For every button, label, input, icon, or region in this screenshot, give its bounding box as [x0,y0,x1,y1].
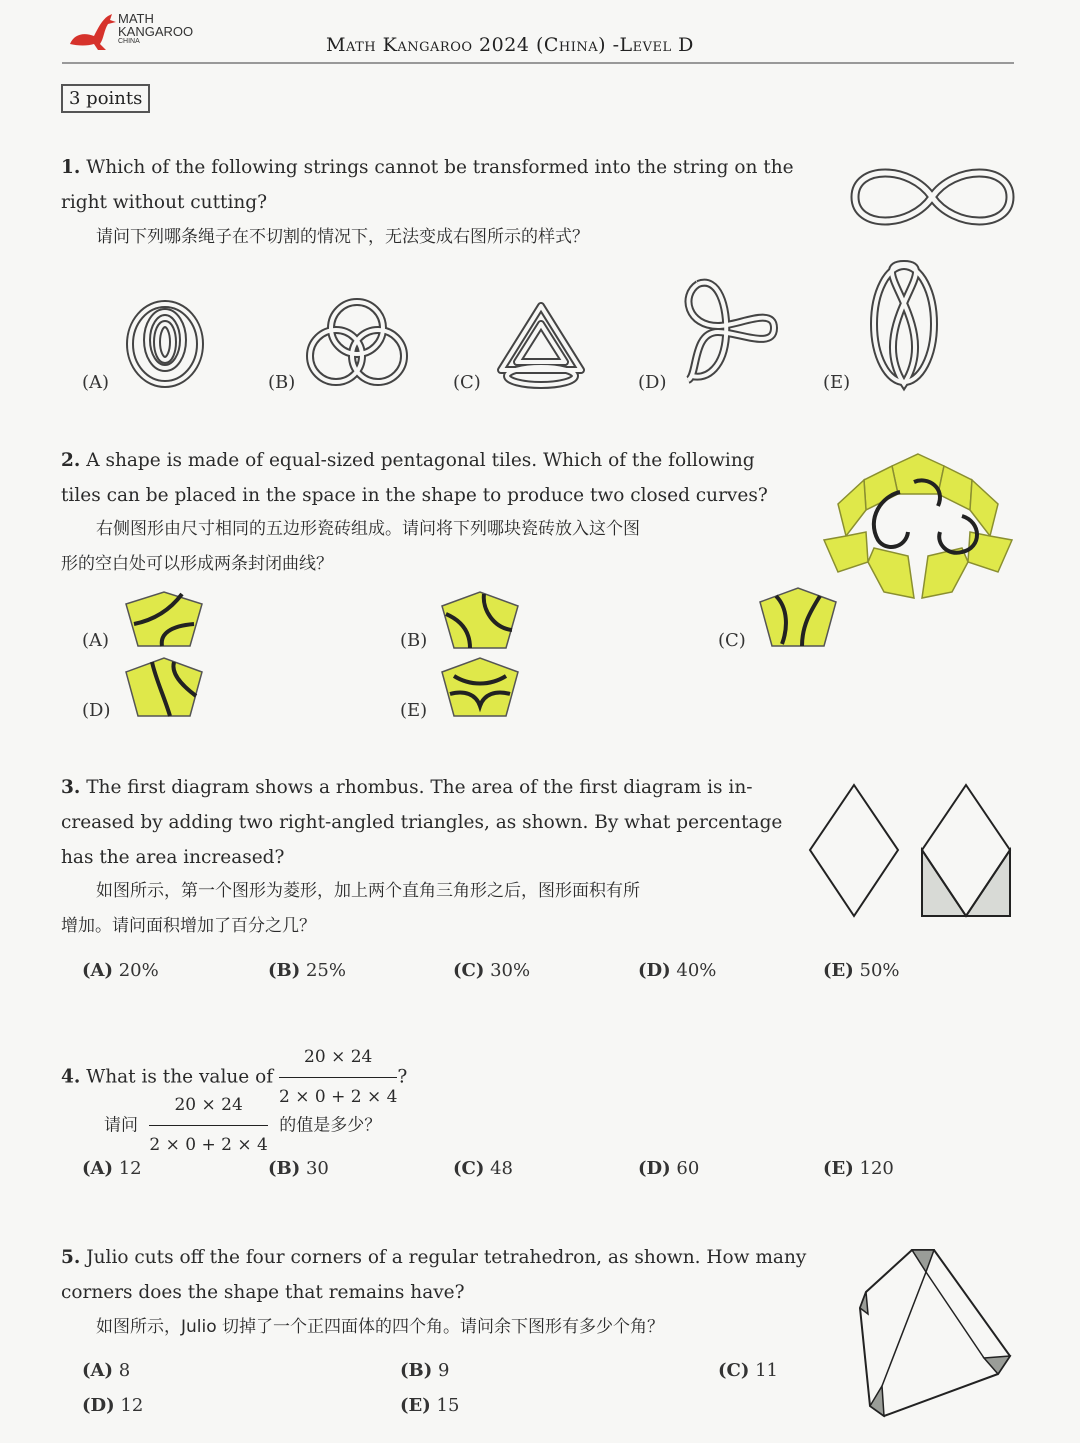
q5-option-c-label: (C) [718,1360,750,1381]
q4-option-a-value: 12 [118,1158,142,1179]
q1-text [61,150,821,220]
q1-number: 1. [61,157,81,178]
q3-option-b-value: 25% [305,960,346,981]
q4-text-zh-post: 的值是多少？ [279,1115,382,1136]
header-divider [62,62,1014,64]
q1-option-c[interactable]: (C) [453,372,481,393]
tile-e-icon [440,656,520,720]
truncated-tetrahedron-icon [856,1248,1016,1420]
q3-text-zh [61,874,801,944]
q4-option-d-label: (D) [638,1158,671,1179]
q5-number: 5. [61,1247,81,1268]
q3-text-zh-line1: 如图所示，第一个图形为菱形，加上两个直角三角形之后，图形面积有所 [96,881,640,901]
q2-option-e[interactable]: (E) [400,700,428,721]
q4-option-d-value: 60 [676,1158,700,1179]
q5-text-line2: corners does the shape that remains have? [61,1282,465,1303]
q4-numerator: 20 × 24 [279,1040,397,1078]
q4-option-b-value: 30 [305,1158,329,1179]
q2-text [61,443,801,513]
q5-option-c-value: 11 [755,1360,778,1381]
page-title: Math Kangaroo 2024 (China) -Level D [326,34,694,56]
q4-text-zh [104,1088,381,1163]
q1-option-d[interactable]: (D) [638,372,667,393]
q4-text-en: What is the value of [86,1066,274,1088]
q5-option-e-label: (E) [400,1395,431,1416]
q2-number: 2. [61,450,81,471]
q3-option-b-label: (B) [268,960,301,981]
q4-option-d[interactable] [638,1158,699,1179]
q3-text [61,770,791,875]
string-d-icon [678,276,782,388]
q5-option-a[interactable] [82,1360,130,1381]
string-e-icon [865,258,943,390]
q4-option-a-label: (A) [82,1158,113,1179]
q5-option-e[interactable] [400,1395,459,1416]
q4-option-c-label: (C) [453,1158,485,1179]
string-a-icon [125,298,205,390]
q1-option-e[interactable]: (E) [823,372,851,393]
q4-option-c-value: 48 [490,1158,513,1179]
points-badge: 3 points [61,84,150,113]
q4-option-e-value: 120 [859,1158,894,1179]
logo-wordmark [118,12,193,46]
q3-option-c[interactable] [453,960,530,981]
tile-b-icon [440,590,520,652]
q1-text-line1: Which of the following strings cannot be transformed into the string on the [86,157,794,178]
tile-d-icon [124,656,204,720]
q2-option-c[interactable]: (C) [718,630,746,651]
q3-option-a[interactable] [82,960,159,981]
q3-option-b[interactable] [268,960,346,981]
q5-option-e-value: 15 [436,1395,460,1416]
q3-option-d-label: (D) [638,960,671,981]
rhombus-triangles-diagram-icon [918,782,1016,920]
logo-line-1: MATH [118,11,154,26]
q5-text [61,1240,841,1310]
q3-text-line2: creased by adding two right-angled triangles, as shown. By what percentage [61,812,783,833]
q2-text-zh-line1: 右侧图形由尺寸相同的五边形瓷砖组成。请问将下列哪块瓷砖放入这个图 [96,519,640,539]
q4-option-b-label: (B) [268,1158,301,1179]
q4-option-e-label: (E) [823,1158,854,1179]
q3-option-c-label: (C) [453,960,485,981]
q1-text-line2: right without cutting? [61,192,268,213]
tile-a-icon [124,590,204,650]
q5-option-c[interactable] [718,1360,778,1381]
q2-option-a[interactable]: (A) [82,630,110,651]
q4-denominator: 2 × 0 + 2 × 4 [278,1087,398,1107]
q5-text-zh: 如图所示，Julio 切掉了一个正四面体的四个角。请问余下图形有多少个角？ [96,1317,665,1337]
q3-text-line1: The first diagram shows a rhombus. The area of the first diagram is in- [86,777,753,798]
q5-text-line1: Julio cuts off the four corners of a regular tetrahedron, as shown. How many [86,1247,807,1268]
q5-option-d-value: 12 [120,1395,144,1416]
q5-option-a-value: 8 [118,1360,131,1381]
q2-option-d[interactable]: (D) [82,700,111,721]
q3-option-a-value: 20% [118,960,159,981]
q3-option-d-value: 40% [676,960,717,981]
q4-option-b[interactable] [268,1158,329,1179]
q2-text-zh-line2: 形的空白处可以形成两条封闭曲线？ [61,554,333,574]
q5-option-b[interactable] [400,1360,449,1381]
q4-denominator-zh: 2 × 0 + 2 × 4 [149,1135,268,1155]
q3-option-e[interactable] [823,960,900,981]
rhombus-diagram-icon [806,782,902,920]
q5-option-b-label: (B) [400,1360,433,1381]
q5-option-a-label: (A) [82,1360,113,1381]
q4-option-e[interactable] [823,1158,894,1179]
q1-option-a[interactable]: (A) [82,372,110,393]
q1-option-b[interactable]: (B) [268,372,296,393]
q4-option-a[interactable] [82,1158,142,1179]
string-b-icon [308,296,406,388]
q3-text-line3: has the area increased? [61,847,285,868]
q2-text-line1: A shape is made of equal-sized pentagonal tiles. Which of the following [86,450,755,471]
q3-option-e-label: (E) [823,960,854,981]
pentagon-ring-icon [822,452,1014,600]
q4-option-c[interactable] [453,1158,513,1179]
q4-numerator-zh: 20 × 24 [149,1088,267,1126]
q3-option-c-value: 30% [490,960,531,981]
q4-text-zh-pre: 请问 [104,1115,138,1136]
q4-number: 4. [61,1066,81,1088]
logo-line-2: KANGAROO [118,24,194,39]
string-c-icon [495,300,587,390]
q2-text-zh [61,512,801,582]
q4-fraction-zh [149,1088,267,1163]
q4-question-mark: ? [397,1066,408,1088]
q2-option-b[interactable]: (B) [400,630,428,651]
q3-number: 3. [61,777,81,798]
q5-option-d[interactable] [82,1395,143,1416]
q1-text-zh: 请问下列哪条绳子在不切割的情况下，无法变成右图所示的样式？ [96,227,589,247]
q3-text-zh-line2: 增加。请问面积增加了百分之几？ [61,916,316,936]
q3-option-a-label: (A) [82,960,113,981]
q3-option-e-value: 50% [859,960,900,981]
q2-text-line2: tiles can be placed in the space in the shape to produce two closed curves? [61,485,768,506]
logo-line-3: CHINA [118,38,140,45]
infinity-string-icon [850,160,1015,235]
q3-option-d[interactable] [638,960,716,981]
q5-option-d-label: (D) [82,1395,115,1416]
kangaroo-logo-icon [64,10,124,54]
tile-c-icon [758,586,838,650]
q5-option-b-value: 9 [437,1360,450,1381]
